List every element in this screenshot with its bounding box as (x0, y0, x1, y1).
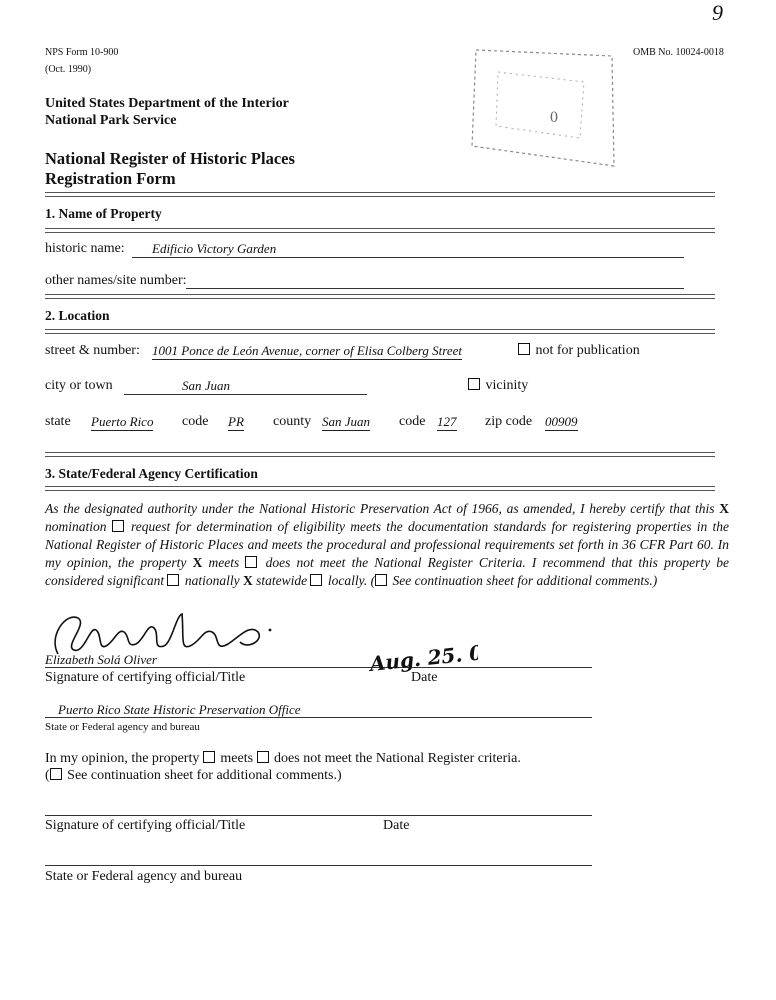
checkbox[interactable] (167, 574, 179, 586)
state-code-value[interactable]: PR (228, 414, 244, 429)
form-number: NPS Form 10-900 (45, 47, 119, 58)
page-title: National Register of Historic Places (45, 149, 295, 168)
county-value[interactable]: San Juan (322, 414, 371, 429)
signature-label: Signature of certifying official/Title (45, 818, 246, 833)
date-label: Date (383, 818, 410, 833)
state-value[interactable]: Puerto Rico (91, 414, 154, 429)
checkbox[interactable] (468, 378, 480, 390)
page-mark: 9 (712, 0, 723, 25)
street-value[interactable]: 1001 Ponce de León Avenue, corner of Elisa Colberg Street (152, 343, 463, 358)
section-heading: 3. State/Federal Agency Certification (45, 466, 258, 481)
signature-line (45, 667, 592, 668)
zip-label: zip code (485, 414, 533, 429)
other-names-label: other names/site number: (45, 273, 187, 288)
historic-name-value[interactable]: Edificio Victory Garden (152, 241, 277, 256)
state-label: state (45, 414, 71, 429)
checked-mark: X (242, 573, 253, 588)
checked-mark: X (192, 555, 203, 570)
signature-line (45, 815, 592, 816)
state-code-label: code (182, 414, 209, 429)
historic-name-label: historic name: (45, 241, 125, 256)
divider (45, 192, 715, 197)
divider (45, 486, 715, 491)
agency-value[interactable]: Puerto Rico State Historic Preservation Office (58, 702, 301, 717)
signer-name: Elizabeth Solá Oliver (45, 652, 157, 667)
opinion-statement: In my opinion, the property meets does not meet the National Register criteria. (45, 751, 521, 766)
checkbox[interactable] (50, 768, 62, 780)
section-heading: 1. Name of Property (45, 206, 162, 221)
signature-label: Signature of certifying official/Title (45, 670, 246, 685)
not-for-publication-option[interactable] (518, 343, 640, 359)
street-label: street & number: (45, 343, 140, 358)
department: United States Department of the Interior (45, 96, 289, 111)
date-label: Date (411, 670, 438, 685)
county-code-value[interactable]: 127 (437, 414, 457, 429)
continuation-note: ( See continuation sheet for additional comments.) (45, 768, 342, 783)
option-label: not for publication (535, 343, 640, 358)
section-heading: 2. Location (45, 308, 110, 323)
svg-text:0: 0 (550, 109, 558, 126)
option-label: vicinity (485, 378, 529, 393)
checkbox[interactable] (518, 343, 530, 355)
divider (45, 294, 715, 299)
form-date: (Oct. 1990) (45, 64, 92, 75)
checkbox[interactable] (257, 751, 269, 763)
checkbox[interactable] (203, 751, 215, 763)
county-label: county (273, 414, 312, 429)
field-underline (186, 288, 684, 289)
field-underline (124, 394, 367, 395)
certification-statement: As the designated authority under the National Historic Preservation Act of 1966, as amended, I hereby certify that this X nomination request for determination of eligibility meets the documentation standards for registering properties in the National Register of Historic Places and meets the procedural and professional requirements set forth in 36 CFR Part 60. In my opinion, the property X meets does not meet the National Register Criteria. I recommend that this property be considered significant nationally X statewide locally. ( See continuation sheet for additional comments.) (45, 501, 729, 588)
checkbox[interactable] (375, 574, 387, 586)
field-underline (132, 257, 684, 258)
vicinity-option[interactable] (468, 378, 528, 394)
checked-mark: X (719, 501, 729, 516)
field-underline (45, 865, 592, 866)
city-value[interactable]: San Juan (182, 378, 231, 393)
divider (45, 452, 715, 457)
zip-value[interactable]: 00909 (545, 414, 578, 429)
receipt-stamp (462, 42, 630, 174)
omb-number: OMB No. 10024-0018 (633, 47, 724, 58)
page-subtitle: Registration Form (45, 169, 176, 188)
agency-label: State or Federal agency and bureau (45, 721, 200, 733)
county-code-label: code (399, 414, 426, 429)
city-label: city or town (45, 378, 113, 393)
divider (45, 228, 715, 233)
agency-label: State or Federal agency and bureau (45, 869, 243, 884)
checkbox[interactable] (245, 556, 257, 568)
checkbox[interactable] (310, 574, 322, 586)
field-underline (45, 717, 592, 718)
checkbox[interactable] (112, 520, 124, 532)
svg-text:Aug. 25. 04: Aug. 25. 04 (368, 638, 478, 676)
agency: National Park Service (45, 113, 177, 128)
divider (45, 329, 715, 334)
